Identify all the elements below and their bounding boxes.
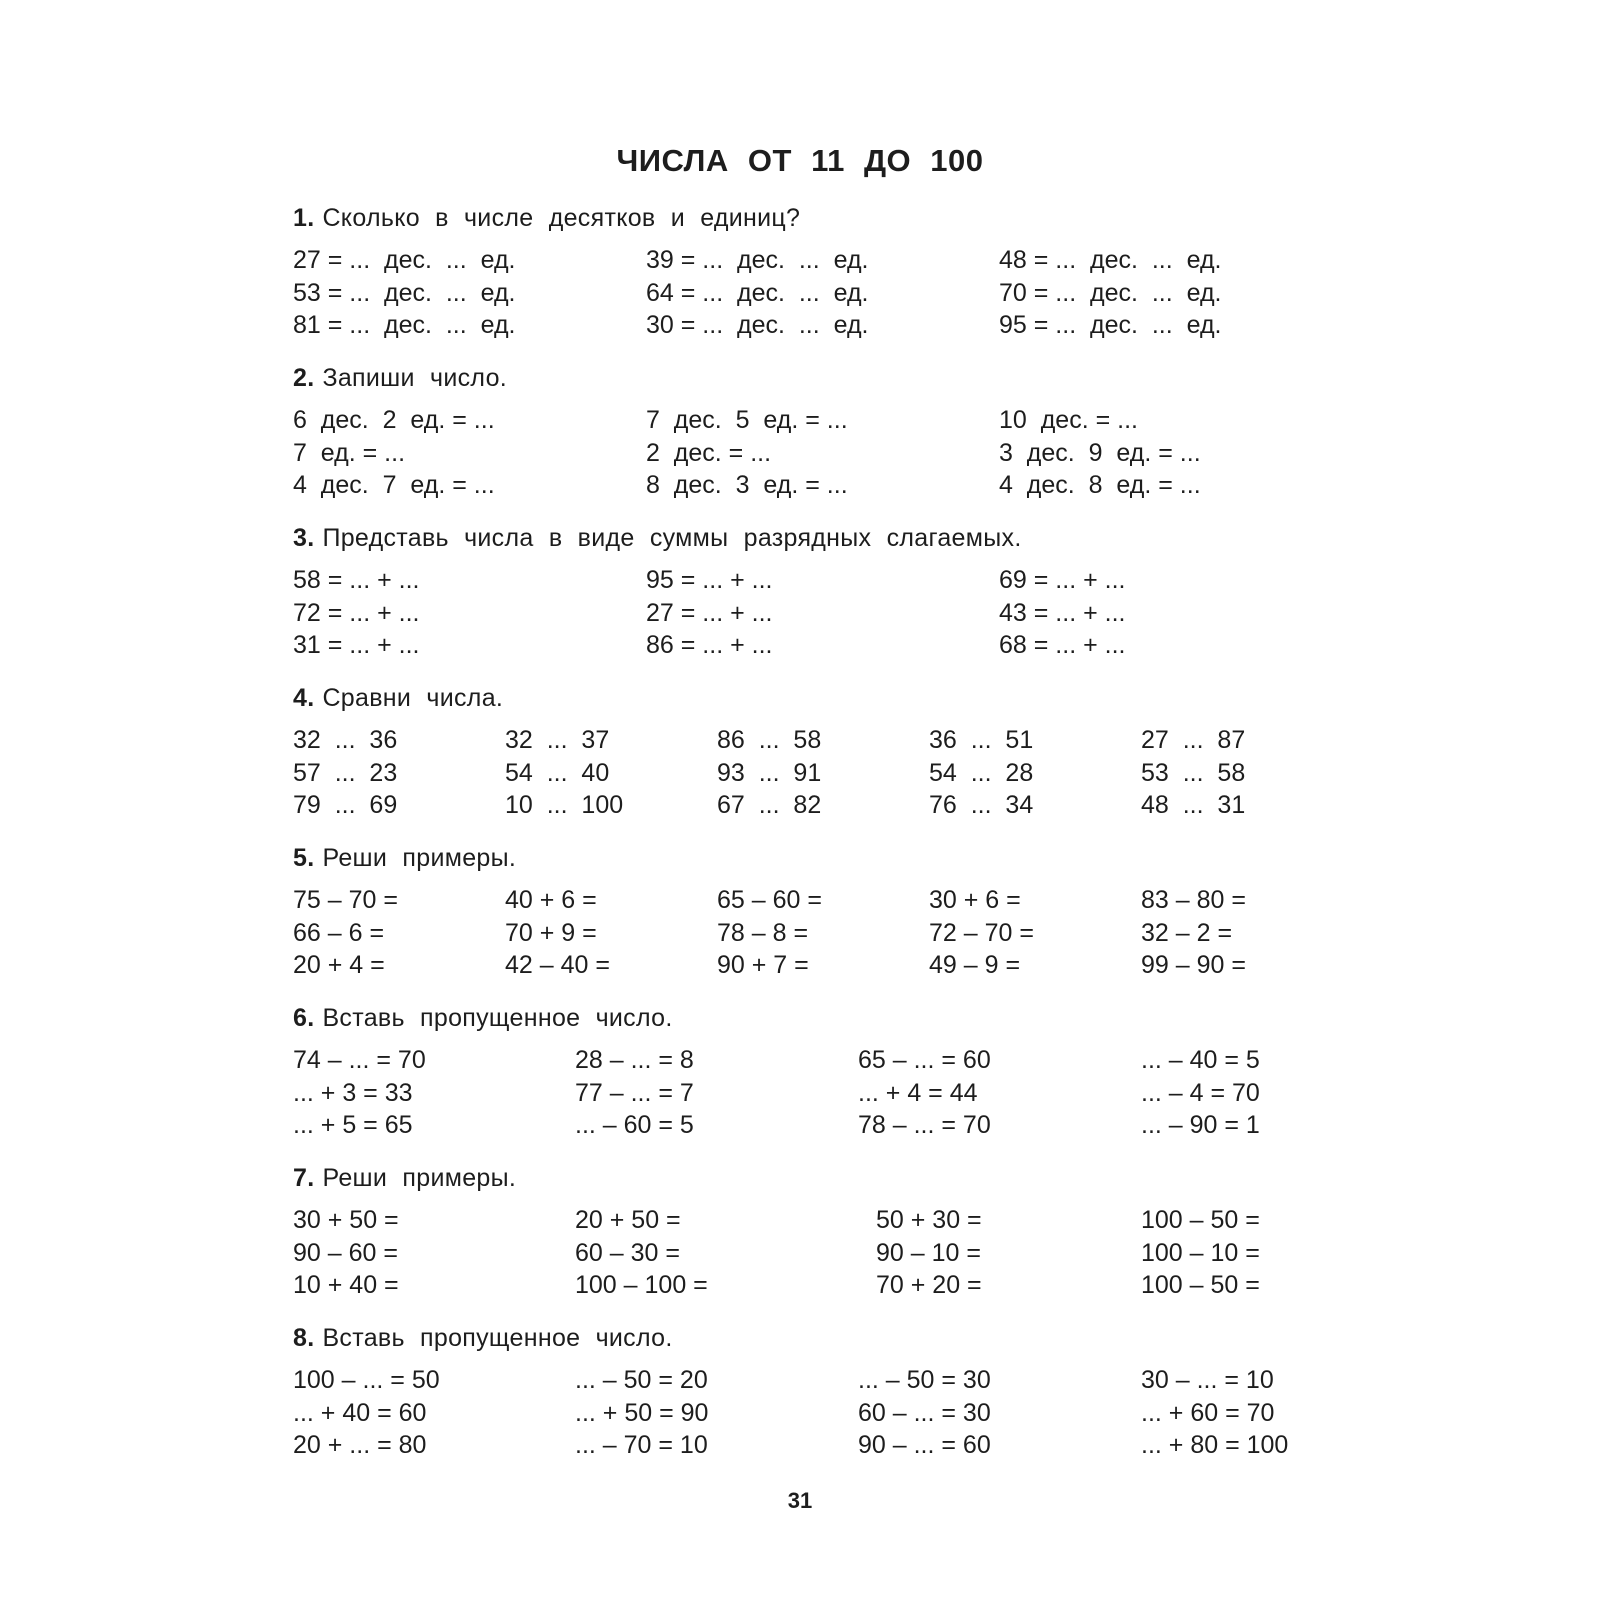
exercise-item: 6 дес. 2 ед. = ... [293,406,495,434]
exercise-item: 69 = ... + ... [999,566,1126,594]
exercise-grid [293,404,1313,502]
page-number: 31 [787,1488,813,1513]
exercise-row [293,469,1313,502]
exercise-2 [293,358,1313,502]
exercise-title: Вставь пропущенное число. [322,1004,673,1032]
exercise-row [293,757,1313,790]
exercise-item: 4 дес. 8 ед. = ... [999,471,1201,499]
exercise-item: 66 – 6 = [293,918,385,947]
exercise-item: 10 дес. = ... [999,406,1138,434]
exercise-item: 53 = ... дес. ... ед. [293,278,516,307]
exercise-number: 4. [293,684,315,712]
exercise-item: 83 – 80 = [1141,886,1246,914]
exercise-row [293,437,1313,470]
exercise-item: ... – 90 = 1 [1141,1111,1260,1139]
exercise-grid [293,244,1313,342]
exercise-item: 68 = ... + ... [999,631,1126,659]
exercise-row [293,1429,1313,1462]
exercise-row [293,597,1313,630]
exercise-item: 90 – 10 = [876,1238,981,1267]
exercise-number: 3. [293,524,315,552]
exercise-item: 49 – 9 = [929,951,1021,979]
exercise-item: 100 – 50 = [1141,1271,1260,1299]
exercise-item: 27 ... 87 [1141,726,1246,754]
exercise-title: Реши примеры. [322,1164,517,1192]
exercise-item: 27 = ... дес. ... ед. [293,246,516,274]
exercise-item: 90 + 7 = [717,951,809,979]
exercise-heading [293,518,1313,558]
exercise-row [293,949,1313,982]
exercise-title: Представь числа в виде суммы разрядных слагаемых. [322,524,1022,552]
exercise-item: ... – 60 = 5 [575,1111,694,1139]
exercise-heading [293,1318,1313,1358]
exercise-item: 58 = ... + ... [293,566,420,594]
exercise-item: 81 = ... дес. ... ед. [293,311,516,339]
exercise-item: 86 ... 58 [717,726,822,754]
exercise-row [293,1204,1313,1237]
exercise-item: 8 дес. 3 ед. = ... [646,471,848,499]
exercise-item: ... + 50 = 90 [575,1398,709,1427]
exercise-row [293,917,1313,950]
exercise-item: 57 ... 23 [293,758,398,787]
exercise-item: 43 = ... + ... [999,598,1126,627]
exercise-item: ... + 60 = 70 [1141,1398,1275,1427]
exercise-item: 64 = ... дес. ... ед. [646,278,869,307]
exercise-item: 30 = ... дес. ... ед. [646,311,869,339]
exercise-number: 6. [293,1004,315,1032]
exercise-item: 32 ... 36 [293,726,398,754]
exercise-number: 5. [293,844,315,872]
exercise-item: 65 – ... = 60 [858,1046,991,1074]
exercise-item: 28 – ... = 8 [575,1046,694,1074]
exercise-item: 3 дес. 9 ед. = ... [999,438,1201,467]
exercise-item: 72 – 70 = [929,918,1034,947]
exercise-item: 4 дес. 7 ед. = ... [293,471,495,499]
exercise-row [293,244,1313,277]
exercise-item: 54 ... 40 [505,758,610,787]
exercise-title: Реши примеры. [322,844,517,872]
exercise-item: 60 – 30 = [575,1238,680,1267]
exercise-item: 30 – ... = 10 [1141,1366,1274,1394]
exercise-item: 67 ... 82 [717,791,822,819]
exercise-title: Вставь пропущенное число. [322,1324,673,1352]
exercise-item: ... + 4 = 44 [858,1078,978,1107]
exercise-grid [293,1364,1313,1462]
exercise-item: 93 ... 91 [717,758,822,787]
exercise-item: 32 ... 37 [505,726,610,754]
exercise-heading [293,998,1313,1038]
exercise-item: ... – 4 = 70 [1141,1078,1260,1107]
exercise-row [293,277,1313,310]
exercise-item: 95 = ... + ... [646,566,773,594]
exercise-7 [293,1158,1313,1302]
exercise-item: 31 = ... + ... [293,631,420,659]
exercise-row [293,1109,1313,1142]
exercise-item: ... – 70 = 10 [575,1431,708,1459]
exercise-item: 100 – 10 = [1141,1238,1260,1267]
exercise-title: Запиши число. [322,364,508,392]
exercise-row [293,404,1313,437]
exercise-row [293,724,1313,757]
exercise-row [293,1269,1313,1302]
exercise-item: ... + 5 = 65 [293,1111,413,1139]
exercise-number: 2. [293,364,315,392]
exercise-item: 40 + 6 = [505,886,597,914]
exercise-item: 70 = ... дес. ... ед. [999,278,1222,307]
exercise-number: 7. [293,1164,315,1192]
exercise-item: ... + 80 = 100 [1141,1431,1289,1459]
exercise-item: 74 – ... = 70 [293,1046,426,1074]
exercise-item: 20 + 50 = [575,1206,681,1234]
exercise-item: 99 – 90 = [1141,951,1246,979]
exercise-item: 70 + 9 = [505,918,597,947]
exercise-grid [293,724,1313,822]
exercise-title: Сравни числа. [322,684,504,712]
exercise-number: 8. [293,1324,315,1352]
exercise-item: 78 – 8 = [717,918,809,947]
exercise-item: ... – 40 = 5 [1141,1046,1260,1074]
exercise-item: 70 + 20 = [876,1271,982,1299]
exercise-row [293,1077,1313,1110]
exercise-heading [293,198,1313,238]
exercise-row [293,1364,1313,1397]
exercise-item: 76 ... 34 [929,791,1034,819]
exercise-item: 72 = ... + ... [293,598,420,627]
exercise-number: 1. [293,204,315,232]
exercise-item: 54 ... 28 [929,758,1034,787]
exercise-4 [293,678,1313,822]
exercise-grid [293,1204,1313,1302]
exercise-item: 32 – 2 = [1141,918,1233,947]
exercise-row [293,1044,1313,1077]
exercise-6 [293,998,1313,1142]
exercise-item: 30 + 50 = [293,1206,399,1234]
exercise-grid [293,564,1313,662]
exercise-5 [293,838,1313,982]
exercise-item: ... – 50 = 30 [858,1366,991,1394]
exercise-item: 10 + 40 = [293,1271,399,1299]
exercise-item: 86 = ... + ... [646,631,773,659]
exercise-item: 78 – ... = 70 [858,1111,991,1139]
exercise-item: 79 ... 69 [293,791,398,819]
exercise-item: 95 = ... дес. ... ед. [999,311,1222,339]
exercise-3 [293,518,1313,662]
exercise-item: 90 – ... = 60 [858,1431,991,1459]
exercise-item: ... + 3 = 33 [293,1078,413,1107]
exercise-item: 10 ... 100 [505,791,624,819]
exercise-item: 60 – ... = 30 [858,1398,991,1427]
exercise-heading [293,358,1313,398]
page-title: ЧИСЛА ОТ 11 ДО 100 [616,143,984,178]
exercise-item: 48 = ... дес. ... ед. [999,246,1222,274]
exercise-item: 39 = ... дес. ... ед. [646,246,869,274]
exercise-item: 2 дес. = ... [646,438,772,467]
exercise-row [293,629,1313,662]
exercise-heading [293,838,1313,878]
exercise-item: 65 – 60 = [717,886,822,914]
exercise-item: ... – 50 = 20 [575,1366,708,1394]
exercise-grid [293,884,1313,982]
exercise-8 [293,1318,1313,1462]
exercise-row [293,884,1313,917]
exercise-heading [293,1158,1313,1198]
exercise-row [293,1237,1313,1270]
exercise-row [293,1397,1313,1430]
exercise-item: 20 + 4 = [293,951,385,979]
exercise-item: 30 + 6 = [929,886,1021,914]
exercise-title: Сколько в числе десятков и единиц? [322,204,801,232]
exercise-row [293,309,1313,342]
exercise-row [293,564,1313,597]
exercise-item: 100 – 100 = [575,1271,708,1299]
exercise-item: ... + 40 = 60 [293,1398,427,1427]
exercise-1 [293,198,1313,342]
exercise-item: 48 ... 31 [1141,791,1246,819]
exercise-item: 36 ... 51 [929,726,1034,754]
exercise-row [293,789,1313,822]
exercise-item: 50 + 30 = [876,1206,982,1234]
exercise-item: 100 – 50 = [1141,1206,1260,1234]
exercise-item: 90 – 60 = [293,1238,398,1267]
exercise-heading [293,678,1313,718]
exercise-item: 20 + ... = 80 [293,1431,427,1459]
exercise-item: 53 ... 58 [1141,758,1246,787]
exercise-item: 77 – ... = 7 [575,1078,694,1107]
exercise-item: 7 ед. = ... [293,438,406,467]
exercise-grid [293,1044,1313,1142]
exercise-item: 42 – 40 = [505,951,610,979]
exercise-item: 27 = ... + ... [646,598,773,627]
exercise-item: 75 – 70 = [293,886,398,914]
exercise-item: 7 дес. 5 ед. = ... [646,406,848,434]
exercise-item: 100 – ... = 50 [293,1366,440,1394]
